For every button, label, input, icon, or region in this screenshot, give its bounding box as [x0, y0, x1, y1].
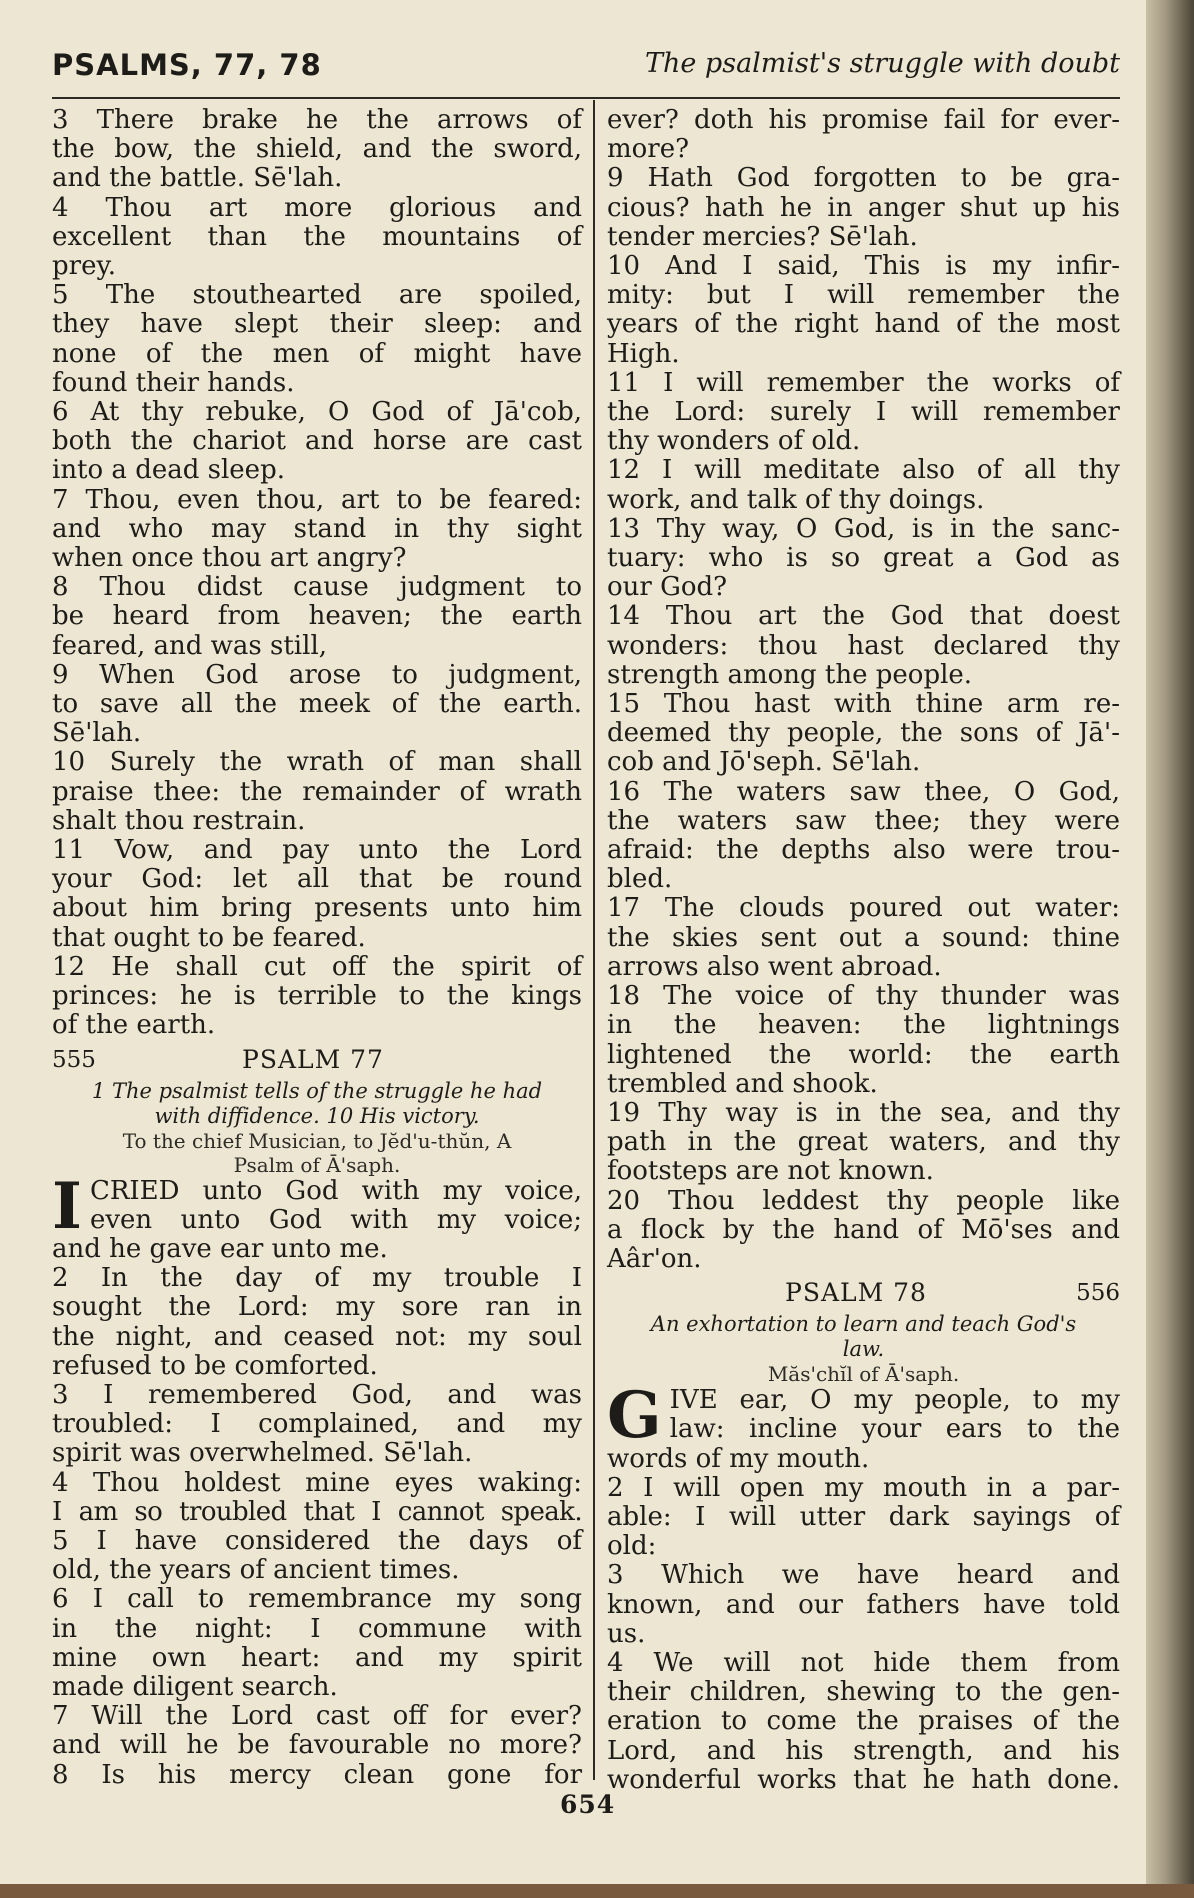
verse-76-3: [52, 106, 582, 194]
verse-line: none of the men of might have: [52, 338, 582, 369]
psalm-title: PSALM 77: [242, 1044, 384, 1074]
verse-line: our God?: [607, 572, 728, 603]
header-topic: The psalmist's struggle with doubt: [644, 48, 1120, 79]
psalm-78-heading: [607, 1276, 1120, 1312]
verse-77-18: [607, 982, 1120, 1099]
verse-line: your God: let all that be round: [52, 864, 582, 895]
verse-line: 2 I will open my mouth in a par-: [607, 1472, 1120, 1503]
verse-line: praise thee: the remainder of wrath: [52, 776, 582, 807]
verse-line: bled.: [607, 864, 673, 895]
verse-77-9: [607, 164, 1120, 252]
verse-77-11: [607, 369, 1120, 457]
verse-line: both the chariot and horse are cast: [52, 426, 582, 457]
verse-line: the Lord: surely I will remember: [607, 397, 1120, 428]
verse-line: and the battle. Sē'lah.: [52, 163, 343, 194]
verse-77-6: [52, 1585, 582, 1702]
verse-77-7: [52, 1702, 582, 1760]
verse-78-1: [607, 1378, 1120, 1474]
verse-line: 4 Thou holdest mine eyes waking:: [52, 1467, 582, 1498]
verse-line: 11 I will remember the works of: [607, 367, 1120, 398]
verse-77-13: [607, 515, 1120, 603]
running-header: [52, 48, 1120, 88]
verse-line: 4 Thou art more glorious and: [52, 192, 582, 223]
verse-76-9: [52, 661, 582, 749]
verse-line: the night, and ceased not: my soul: [52, 1321, 582, 1352]
verse-line: 8 Is his mercy clean gone for: [52, 1759, 582, 1790]
verse-77-8-continued: [607, 106, 1120, 164]
verse-76-10: [52, 748, 582, 836]
psalm-summary: An exhortation to learn and teach God's: [650, 1312, 1077, 1337]
verse-line: IVE ear, O my people, to my: [669, 1385, 1120, 1416]
verse-line: princes: he is terrible to the kings: [52, 981, 582, 1012]
verse-line: 2 In the day of my trouble I: [52, 1263, 582, 1294]
verse-line: even unto God with my voice;: [89, 1204, 582, 1235]
verse-line: wonderful works that he hath done.: [607, 1764, 1120, 1795]
verse-line: to save all the meek of the earth.: [52, 689, 582, 720]
drop-cap: I: [52, 1168, 82, 1244]
verse-76-5: [52, 281, 582, 398]
verse-line: of the earth.: [52, 1010, 216, 1041]
verse-76-11: [52, 836, 582, 953]
reference-number: 556: [1076, 1280, 1120, 1307]
verse-76-4: [52, 194, 582, 282]
verse-line: mine own heart: and my spirit: [52, 1642, 582, 1673]
verse-line: 13 Thy way, O God, is in the sanc-: [607, 513, 1120, 544]
verse-line: 11 Vow, and pay unto the Lord: [52, 835, 582, 866]
verse-line: words of my mouth.: [607, 1443, 870, 1474]
verse-line: afraid: the depths also were trou-: [607, 835, 1120, 866]
verse-line: Lord, and his strength, and his: [607, 1735, 1120, 1766]
verse-line: 19 Thy way is in the sea, and thy: [607, 1097, 1120, 1128]
psalm-superscription: Măs'chĭl of Ā'saph.: [767, 1362, 960, 1387]
verse-line: known, and our fathers have told: [607, 1589, 1120, 1620]
verse-line: their children, shewing to the gen-: [607, 1677, 1120, 1708]
drop-cap: G: [607, 1378, 662, 1454]
verse-line: us.: [607, 1618, 646, 1649]
verse-line: into a dead sleep.: [52, 455, 285, 486]
verse-line: 7 Thou, even thou, art to be feared:: [52, 484, 582, 515]
verse-78-2: [607, 1474, 1120, 1562]
verse-line: 16 The waters saw thee, O God,: [607, 776, 1120, 807]
verse-line: path in the great waters, and thy: [607, 1127, 1120, 1158]
verse-line: deemed thy people, the sons of Jā'-: [607, 718, 1120, 749]
verse-line: years of the right hand of the most: [607, 309, 1120, 340]
verse-line: more?: [607, 134, 690, 165]
verse-line: 6 I call to remembrance my song: [52, 1584, 582, 1615]
verse-line: mity: but I will remember the: [607, 280, 1120, 311]
verse-line: thy wonders of old.: [607, 426, 861, 457]
verse-line: spirit was overwhelmed. Sē'lah.: [52, 1438, 473, 1469]
left-column: [52, 106, 582, 1790]
verse-line: troubled: I complained, and my: [52, 1409, 582, 1440]
right-column: [607, 106, 1120, 1795]
verse-line: found their hands.: [52, 367, 295, 398]
header-book-chapters: PSALMS, 77, 78: [52, 48, 322, 82]
verse-line: a flock by the hand of Mō'ses and: [607, 1214, 1120, 1245]
verse-line: sought the Lord: my sore ran in: [52, 1292, 582, 1323]
verse-line: 7 Will the Lord cast off for ever?: [52, 1701, 582, 1732]
verse-line: cob and Jō'seph. Sē'lah.: [607, 747, 921, 778]
verse-line: excellent than the mountains of: [52, 221, 582, 252]
verse-line: strength among the people.: [607, 659, 973, 690]
verse-line: 5 I have considered the days of: [52, 1525, 582, 1556]
verse-line: the bow, the shield, and the sword,: [52, 134, 582, 165]
verse-line: eration to come the praises of the: [607, 1706, 1120, 1737]
verse-line: made diligent search.: [52, 1671, 338, 1702]
verse-line: tuary: who is so great a God as: [607, 543, 1120, 574]
verse-line: 20 Thou leddest thy people like: [607, 1185, 1120, 1216]
verse-line: in the night: I commune with: [52, 1613, 582, 1644]
verse-line: shalt thou restrain.: [52, 805, 306, 836]
verse-77-10: [607, 252, 1120, 369]
verse-line: work, and talk of thy doings.: [607, 484, 985, 515]
psalm-77-heading: [52, 1043, 582, 1079]
verse-line: 9 When God arose to judgment,: [52, 659, 582, 690]
reference-number: 555: [52, 1046, 96, 1073]
verse-77-5: [52, 1527, 582, 1585]
verse-78-4: [607, 1649, 1120, 1795]
verse-line: 3 Which we have heard and: [607, 1560, 1120, 1591]
verse-line: 17 The clouds poured out water:: [607, 893, 1120, 924]
verse-line: 4 We will not hide them from: [607, 1647, 1120, 1678]
verse-line: about him bring presents unto him: [52, 893, 582, 924]
verse-line: 12 I will meditate also of all thy: [607, 455, 1120, 486]
verse-77-4: [52, 1469, 582, 1527]
verse-77-8: [52, 1761, 582, 1790]
verse-line: and will he be favourable no more?: [52, 1730, 582, 1761]
verse-77-14: [607, 602, 1120, 690]
verse-line: 5 The stouthearted are spoiled,: [52, 280, 582, 311]
verse-77-16: [607, 778, 1120, 895]
verse-77-15: [607, 690, 1120, 778]
verse-line: lightened the world: the earth: [607, 1039, 1120, 1070]
verse-77-2: [52, 1264, 582, 1381]
psalm-summary: with diffidence. 10 His victory.: [154, 1103, 480, 1128]
verse-line: High.: [607, 338, 680, 369]
verse-line: in the heaven: the lightnings: [607, 1010, 1120, 1041]
verse-line: 10 And I said, This is my infir-: [607, 251, 1120, 282]
verse-77-20: [607, 1187, 1120, 1275]
verse-line: feared, and was still,: [52, 630, 328, 661]
verse-line: 10 Surely the wrath of man shall: [52, 747, 582, 778]
psalm-summary: 1 The psalmist tells of the struggle he had: [91, 1078, 543, 1103]
verse-77-3: [52, 1381, 582, 1469]
verse-line: ever? doth his promise fail for ever-: [607, 105, 1120, 135]
verse-line: 15 Thou hast with thine arm re-: [607, 689, 1120, 720]
verse-line: 14 Thou art the God that doest: [607, 601, 1120, 632]
verse-line: and who may stand in thy sight: [52, 513, 582, 544]
verse-76-12: [52, 953, 582, 1041]
verse-line: old, the years of ancient times.: [52, 1555, 460, 1586]
verse-77-17: [607, 894, 1120, 982]
verse-line: wonders: thou hast declared thy: [607, 630, 1120, 661]
verse-line: prey.: [52, 251, 116, 282]
cover-edge: [0, 1884, 1194, 1898]
verse-77-12: [607, 456, 1120, 514]
verse-line: arrows also went abroad.: [607, 951, 942, 982]
verse-76-7: [52, 486, 582, 574]
verse-line: 12 He shall cut off the spirit of: [52, 951, 582, 982]
psalm-superscription: Psalm of Ā'saph.: [233, 1152, 401, 1177]
page-number: 654: [560, 1790, 616, 1819]
verse-77-19: [607, 1099, 1120, 1187]
column-divider: [593, 100, 595, 1780]
psalm-title: PSALM 78: [785, 1278, 927, 1308]
verse-line: 3 I remembered God, and was: [52, 1379, 582, 1410]
verse-line: they have slept their sleep: and: [52, 309, 582, 340]
verse-line: 6 At thy rebuke, O God of Jā'cob,: [52, 397, 582, 428]
verse-line: the waters saw thee; they were: [607, 805, 1120, 836]
header-rule: [52, 97, 1120, 99]
verse-line: footsteps are not known.: [607, 1156, 934, 1187]
verse-line: CRIED unto God with my voice,: [89, 1175, 582, 1206]
psalm-summary: law.: [842, 1337, 885, 1362]
verse-line: cious? hath he in anger shut up his: [607, 192, 1120, 223]
verse-line: Aâr'on.: [607, 1243, 702, 1274]
verse-line: Sē'lah.: [52, 718, 142, 749]
verse-78-3: [607, 1561, 1120, 1649]
verse-line: 3 There brake he the arrows of: [52, 105, 582, 135]
verse-77-1: [52, 1168, 582, 1265]
verse-line: be heard from heaven; the earth: [52, 601, 582, 632]
verse-line: refused to be comforted.: [52, 1350, 378, 1381]
verse-line: tender mercies? Sē'lah.: [607, 221, 918, 252]
verse-line: 18 The voice of thy thunder was: [607, 981, 1120, 1012]
verse-line: 9 Hath God forgotten to be gra-: [607, 163, 1120, 194]
verse-line: able: I will utter dark sayings of: [607, 1501, 1120, 1532]
verse-line: that ought to be feared.: [52, 922, 366, 953]
verse-line: and he gave ear unto me.: [52, 1233, 388, 1264]
verse-line: old:: [607, 1531, 657, 1562]
verse-76-8: [52, 573, 582, 661]
psalm-superscription: To the chief Musician, to Jĕd'u-thŭn, A: [122, 1128, 512, 1153]
verse-line: 8 Thou didst cause judgment to: [52, 572, 582, 603]
page-edge: [1146, 0, 1194, 1898]
verse-line: the skies sent out a sound: thine: [607, 922, 1120, 953]
verse-line: law: incline your ears to the: [669, 1414, 1120, 1445]
verse-line: when once thou art angry?: [52, 543, 407, 574]
verse-76-6: [52, 398, 582, 486]
verse-line: I am so troubled that I cannot speak.: [52, 1496, 582, 1527]
verse-line: trembled and shook.: [607, 1068, 878, 1099]
